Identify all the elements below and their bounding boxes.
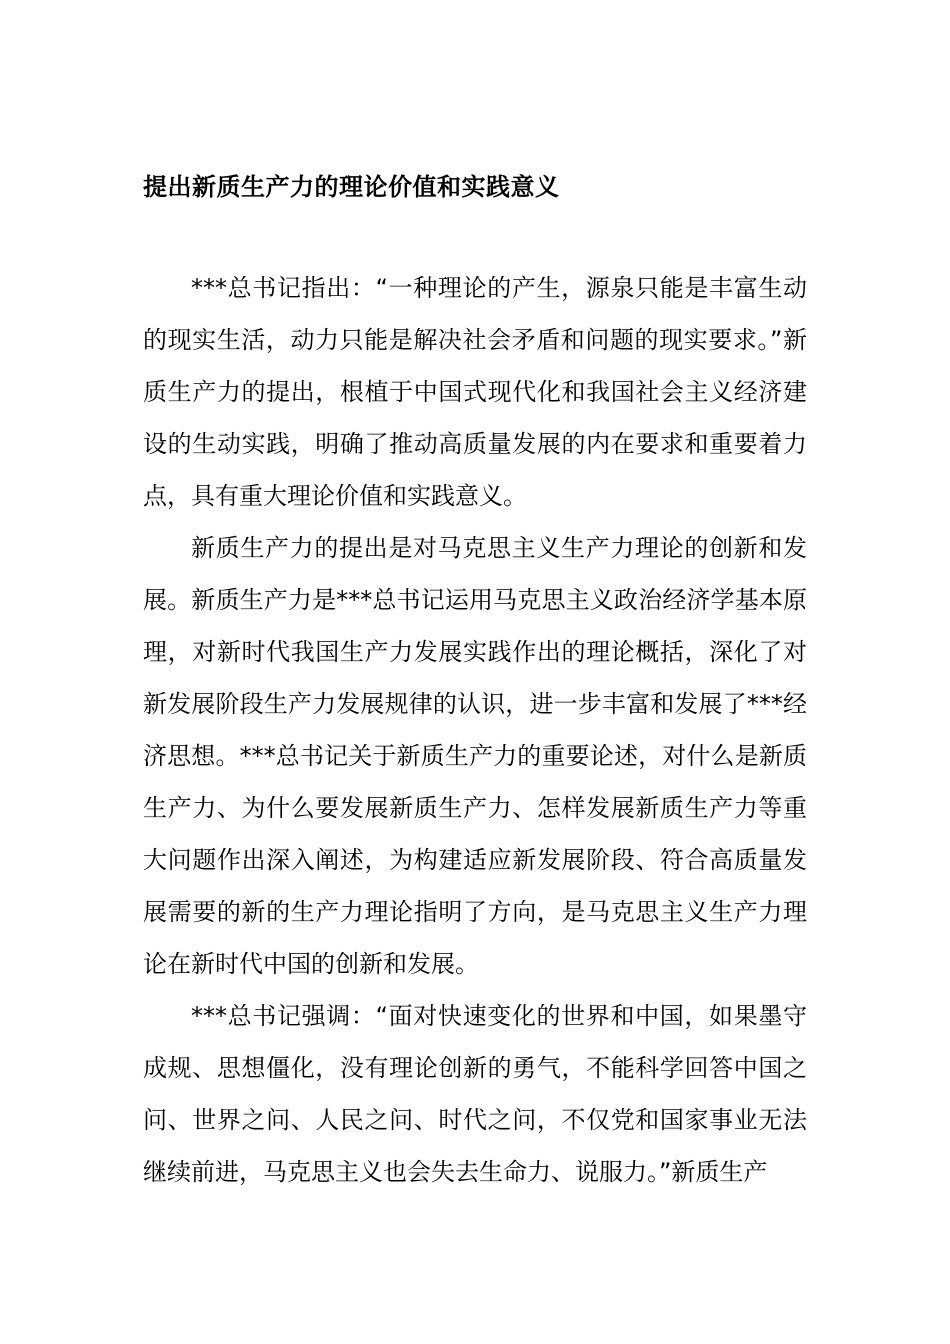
document-title: 提出新质生产力的理论价值和实践意义 — [143, 173, 560, 201]
paragraph-2: 新质生产力的提出是对马克思主义生产力理论的创新和发展。新质生产力是***总书记运用马克思主义政治经济学基本原理，对新时代我国生产力发展实践作出的理论概括，深化了对新发展阶段生产力发展规律的认识，进一步丰富和发展了***经济思想。***总书记关于新质生产力的重要论述，对什么是新质生产力、为什么要发展新质生产力、怎样发展新质生产力等重大问题作出深入阐述，为构建适应新发展阶段、符合高质量发展需要的新的生产力理论指明了方向，是马克思主义生产力理论在新时代中国的创新和发展。 — [143, 534, 807, 978]
paragraph-3: ***总书记强调：“面对快速变化的世界和中国，如果墨守成规、思想僵化，没有理论创新的勇气，不能科学回答中国之问、世界之问、人民之问、时代之问，不仅党和国家事业无法继续前进，马克思主义也会失去生命力、说服力。”新质生产 — [143, 1002, 807, 1186]
paragraph-1: ***总书记指出：“一种理论的产生，源泉只能是丰富生动的现实生活，动力只能是解决社会矛盾和问题的现实要求。”新质生产力的提出，根植于中国式现代化和我国社会主义经济建设的生动实践，明确了推动高质量发展的内在要求和重要着力点，具有重大理论价值和实践意义。 — [143, 274, 807, 510]
document-body — [143, 262, 807, 1198]
